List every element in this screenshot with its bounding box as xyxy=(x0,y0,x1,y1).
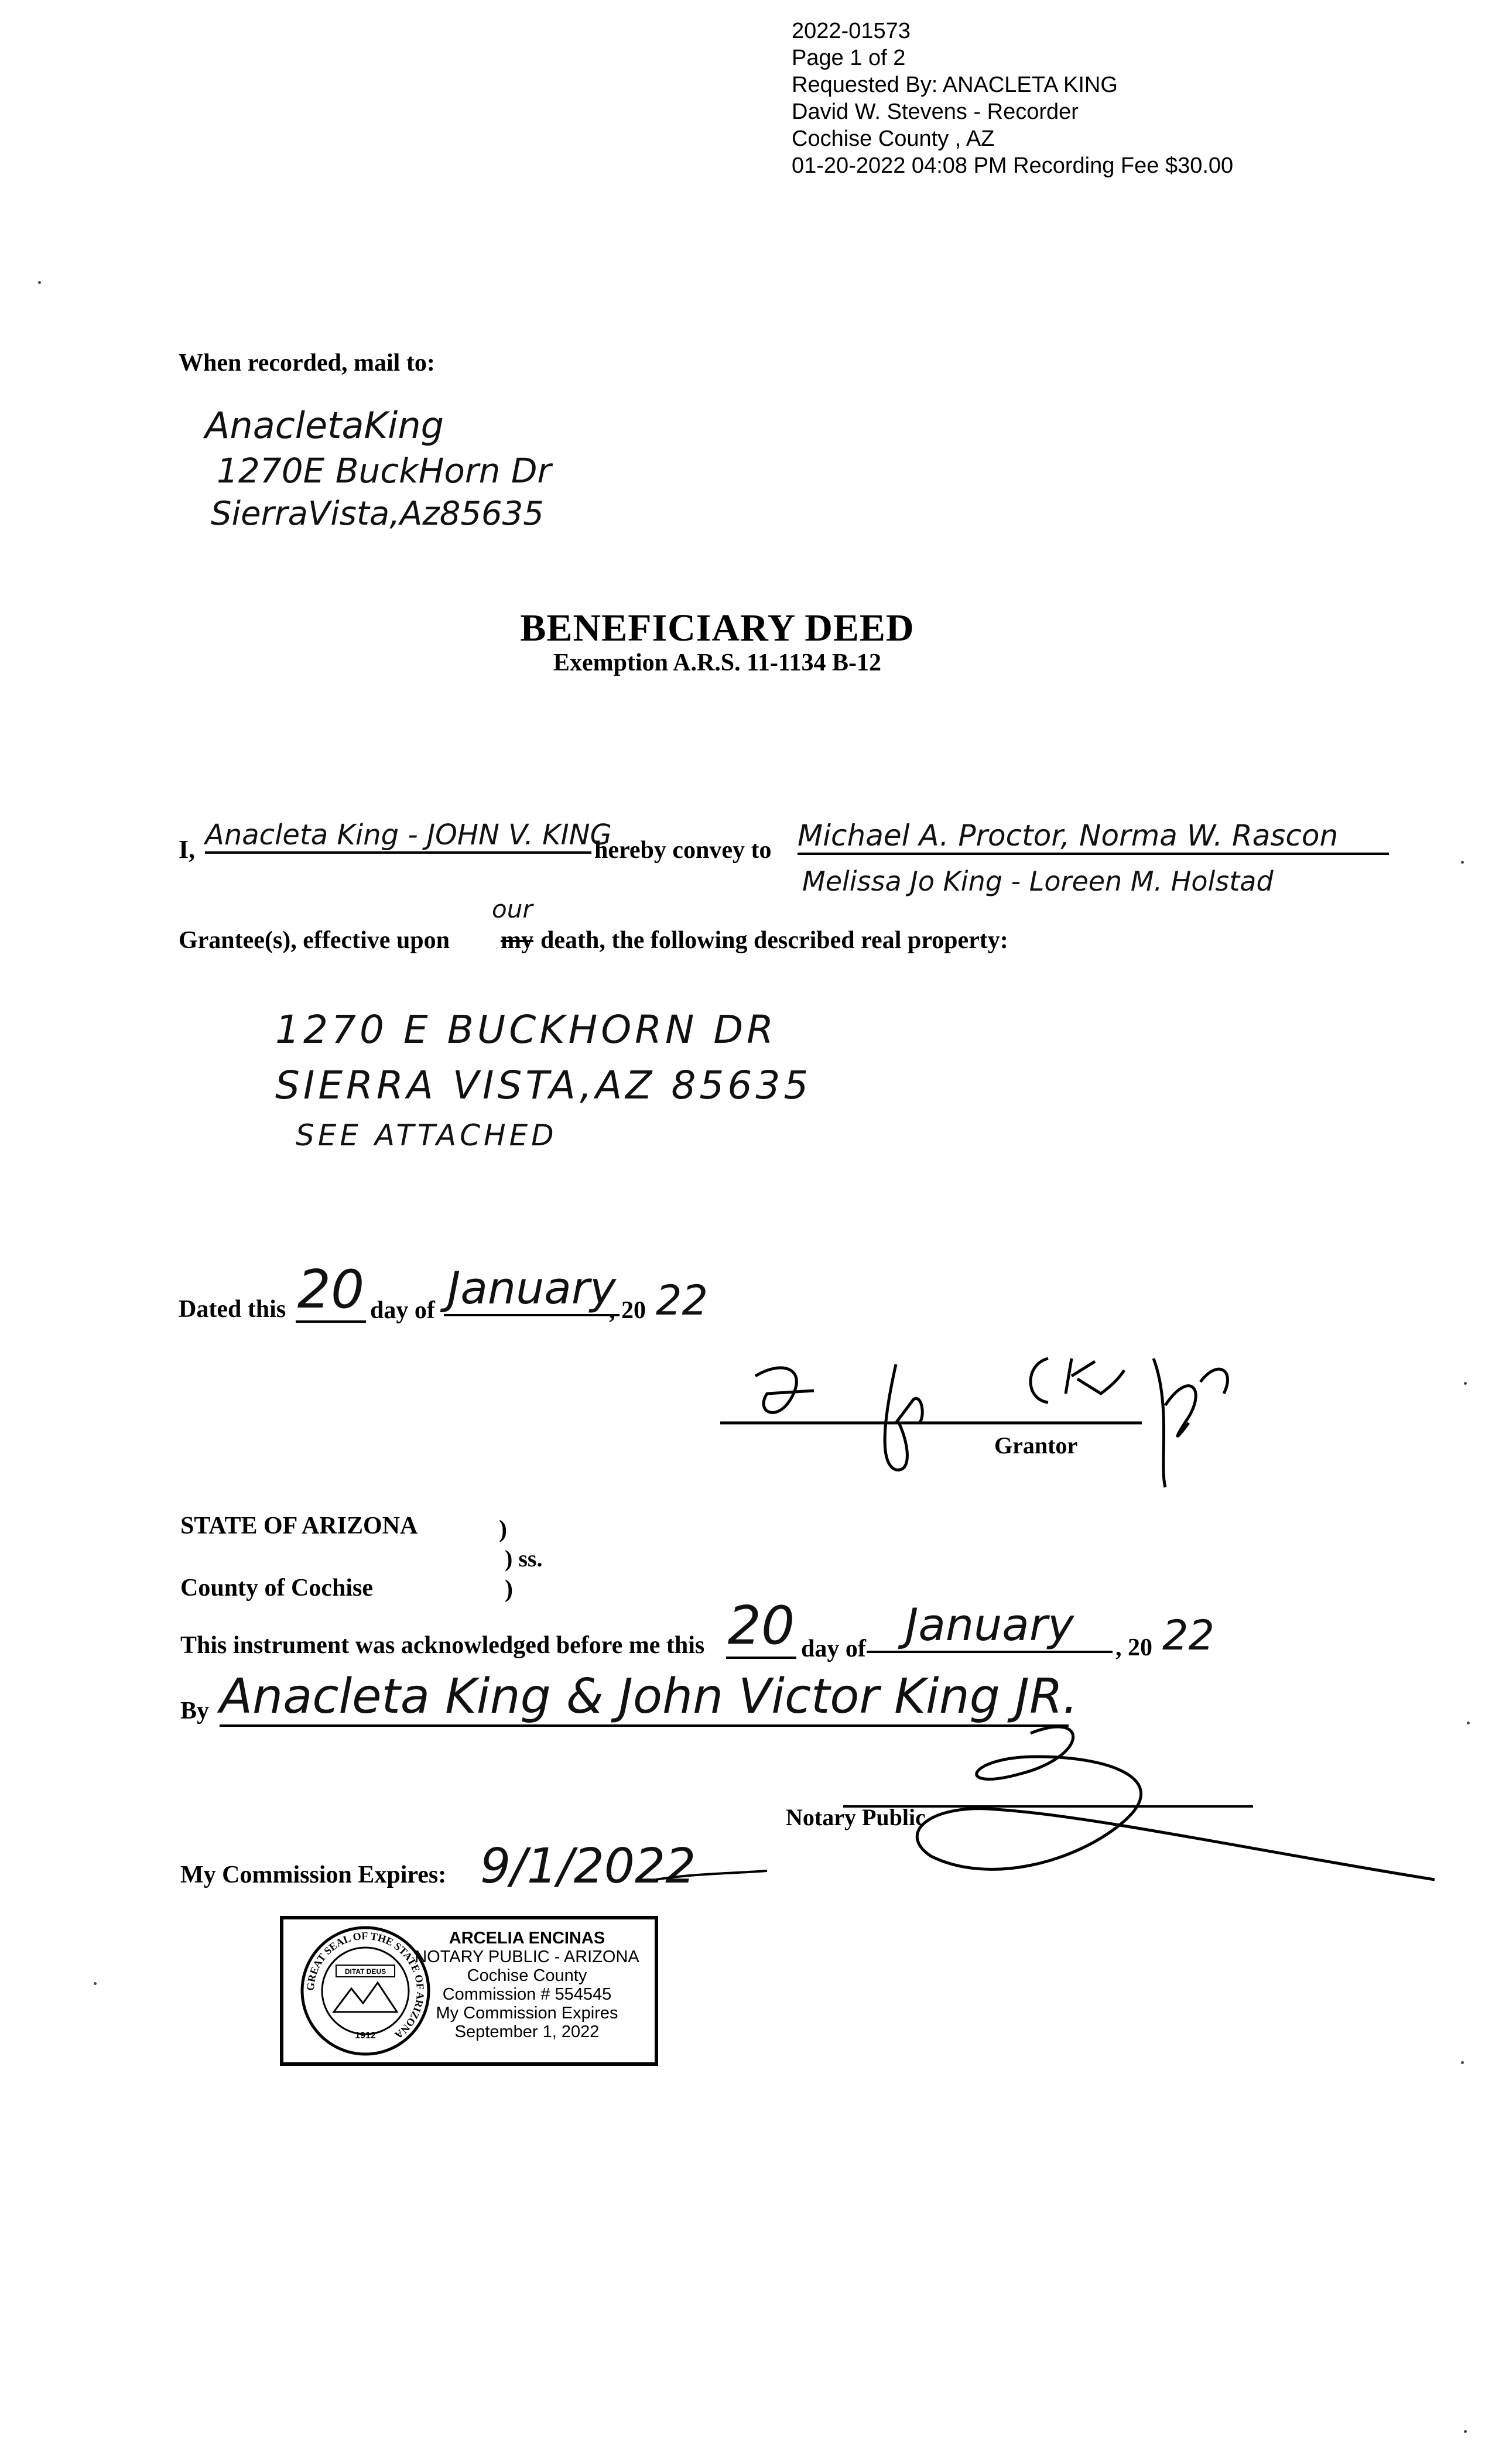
scan-speck xyxy=(1464,1382,1467,1385)
commission-expires-date: 9/1/2022 xyxy=(480,1839,696,1894)
mail-to-city: SierraVista,Az85635 xyxy=(211,495,544,533)
dated-day: 20 xyxy=(296,1259,366,1323)
document-subtitle: Exemption A.R.S. 11-1134 B-12 xyxy=(553,649,882,676)
notary-public-label: Notary Public xyxy=(786,1804,926,1830)
scan-speck xyxy=(1461,861,1464,864)
ack-day: 20 xyxy=(726,1595,796,1659)
seal-year: 1912 xyxy=(355,2031,376,2041)
property-city: SIERRA VISTA,AZ 85635 xyxy=(275,1063,812,1108)
scan-speck xyxy=(1464,2430,1467,2433)
recorder-county: Cochise County , AZ xyxy=(792,126,995,151)
scan-speck xyxy=(94,1982,97,1985)
grantor-signature xyxy=(720,1335,1329,1499)
notary-title: NOTARY PUBLIC - ARIZONA xyxy=(415,1948,639,1966)
recording-number: 2022-01573 xyxy=(792,19,911,43)
acknowledgment-text: This instrument was acknowledged before me this xyxy=(180,1632,705,1659)
convey-to-text: hereby convey to xyxy=(594,837,772,864)
inserted-word: our xyxy=(492,895,533,923)
dated-year-prefix: , 20 xyxy=(609,1297,646,1324)
state-label: STATE OF ARIZONA xyxy=(180,1512,418,1539)
state-paren-open: ) xyxy=(499,1516,507,1543)
ss-label: ) ss. xyxy=(505,1545,543,1572)
requested-by: Requested By: ANACLETA KING xyxy=(792,73,1118,97)
commission-expires-label: My Commission Expires: xyxy=(180,1861,447,1888)
grantee-effective-text: Grantee(s), effective upon xyxy=(179,927,450,954)
notary-name: ARCELIA ENCINAS xyxy=(449,1929,605,1948)
grantees-line-2: Melissa Jo King - Loreen M. Holstad xyxy=(802,865,1274,897)
document-title: BENEFICIARY DEED xyxy=(520,607,915,649)
dated-year-suffix: 22 xyxy=(656,1277,709,1325)
page-count: Page 1 of 2 xyxy=(792,46,906,70)
ack-year-suffix: 22 xyxy=(1162,1611,1215,1659)
dated-month: January xyxy=(444,1262,620,1316)
seal-ring-text: GREAT SEAL OF THE STATE OF ARIZONA xyxy=(304,1929,427,2042)
state-paren-close: ) xyxy=(505,1576,513,1603)
grantor-label: Grantor xyxy=(994,1432,1078,1459)
dated-day-of: day of xyxy=(370,1297,435,1324)
notary-commission-expires-label: My Commission Expires xyxy=(436,2004,618,2022)
by-label: By xyxy=(180,1698,210,1724)
grantor-handwritten: Anacleta King - JOHN V. KING xyxy=(205,819,591,854)
notary-commission-expires-date: September 1, 2022 xyxy=(454,2022,600,2041)
ack-year-prefix: , 20 xyxy=(1115,1634,1152,1661)
mail-to-street: 1270E BuckHorn Dr xyxy=(217,451,552,491)
mail-to-label: When recorded, mail to: xyxy=(179,350,435,377)
scan-speck xyxy=(1461,2061,1464,2064)
property-street: 1270 E BUCKHORN DR xyxy=(275,1007,778,1052)
conveyance-prefix: I, xyxy=(179,835,196,864)
county-label: County of Cochise xyxy=(180,1575,374,1601)
property-clause: death, the following described real property: xyxy=(540,927,1008,954)
seal-motto: DITAT DEUS xyxy=(344,1967,386,1976)
recorder-name: David W. Stevens - Recorder xyxy=(792,100,1079,124)
notary-signature xyxy=(843,1710,1476,1903)
notary-commission-number: Commission # 554545 xyxy=(442,1985,612,2004)
struck-word: my xyxy=(501,927,533,954)
recording-date-fee: 01-20-2022 04:08 PM Recording Fee $30.00 xyxy=(792,153,1234,178)
dated-label: Dated this xyxy=(179,1296,286,1323)
scan-speck xyxy=(1467,1722,1470,1724)
ack-month: January xyxy=(867,1599,1113,1653)
recording-header xyxy=(792,18,1436,179)
scan-speck xyxy=(38,281,41,284)
by-names: Anacleta King & John Victor King JR. xyxy=(220,1669,1069,1727)
notary-seal-text xyxy=(398,1929,656,2041)
commission-date-underline xyxy=(656,1868,773,1891)
notary-county: Cochise County xyxy=(467,1966,587,1985)
mail-to-name: AnacletaKing xyxy=(205,404,444,447)
property-see-attached: SEE ATTACHED xyxy=(296,1118,557,1152)
grantees-line-1: Michael A. Proctor, Norma W. Rascon xyxy=(798,819,1389,855)
ack-day-of: day of xyxy=(801,1635,866,1662)
